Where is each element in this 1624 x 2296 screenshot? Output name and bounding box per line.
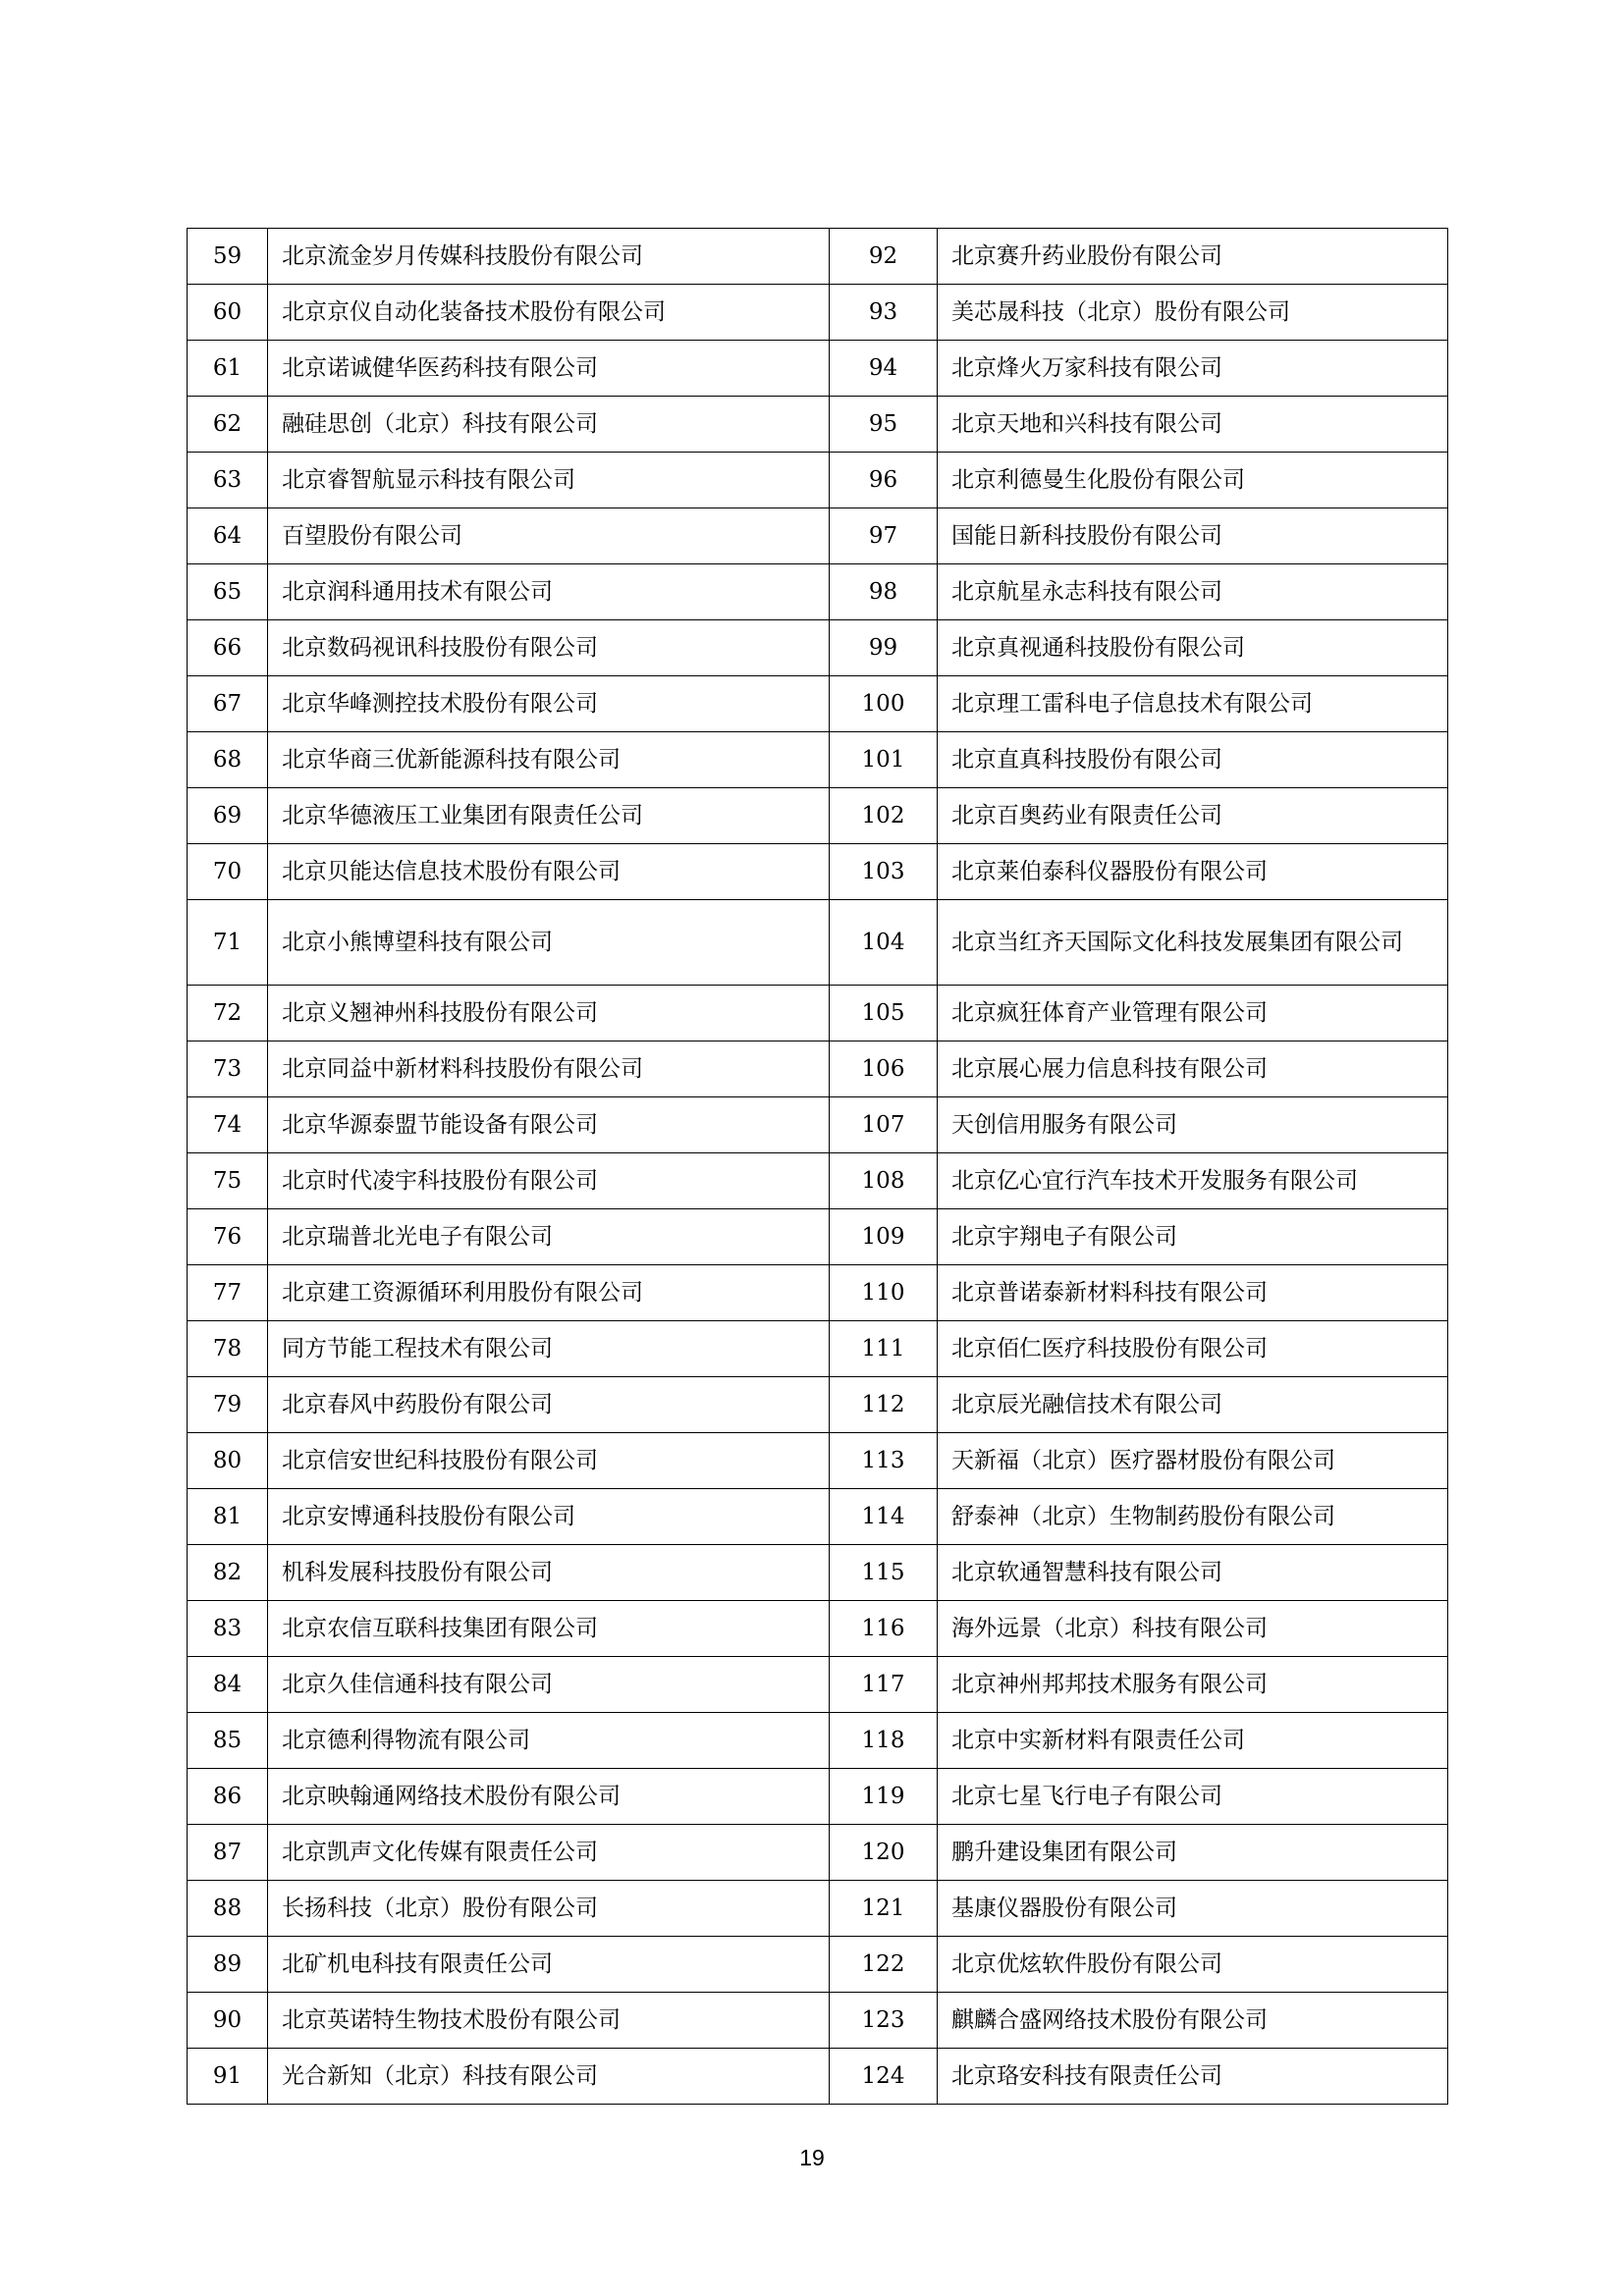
company-name-left: 机科发展科技股份有限公司 — [268, 1545, 830, 1601]
table-row — [188, 1769, 1448, 1825]
company-name-right: 北京赛升药业股份有限公司 — [938, 229, 1448, 285]
row-number-left: 69 — [188, 788, 268, 844]
row-number-right: 95 — [830, 397, 938, 453]
company-name-right: 北京神州邦邦技术服务有限公司 — [938, 1657, 1448, 1713]
row-number-left: 87 — [188, 1825, 268, 1881]
row-number-left: 65 — [188, 564, 268, 620]
company-name-left: 北京久佳信通科技有限公司 — [268, 1657, 830, 1713]
company-name-right: 北京疯狂体育产业管理有限公司 — [938, 986, 1448, 1041]
company-name-right: 舒泰神（北京）生物制药股份有限公司 — [938, 1489, 1448, 1545]
company-name-right: 北京当红齐天国际文化科技发展集团有限公司 — [938, 900, 1448, 986]
row-number-left: 82 — [188, 1545, 268, 1601]
company-name-left: 北京华商三优新能源科技有限公司 — [268, 732, 830, 788]
company-name-left: 北京英诺特生物技术股份有限公司 — [268, 1993, 830, 2049]
page-number: 19 — [799, 2145, 825, 2170]
table-row — [188, 986, 1448, 1041]
row-number-left: 84 — [188, 1657, 268, 1713]
company-name-left: 北京华德液压工业集团有限责任公司 — [268, 788, 830, 844]
company-name-right: 北京展心展力信息科技有限公司 — [938, 1041, 1448, 1097]
company-name-right: 北京百奥药业有限责任公司 — [938, 788, 1448, 844]
company-list-table — [187, 228, 1448, 2105]
row-number-right: 92 — [830, 229, 938, 285]
company-name-right: 国能日新科技股份有限公司 — [938, 508, 1448, 564]
row-number-right: 101 — [830, 732, 938, 788]
row-number-left: 78 — [188, 1321, 268, 1377]
table-row — [188, 1601, 1448, 1657]
row-number-right: 100 — [830, 676, 938, 732]
table-row — [188, 788, 1448, 844]
table-row — [188, 1097, 1448, 1153]
row-number-right: 113 — [830, 1433, 938, 1489]
table-row — [188, 844, 1448, 900]
row-number-right: 109 — [830, 1209, 938, 1265]
company-name-left: 北京华峰测控技术股份有限公司 — [268, 676, 830, 732]
company-name-left: 光合新知（北京）科技有限公司 — [268, 2049, 830, 2105]
row-number-right: 123 — [830, 1993, 938, 2049]
company-name-right: 天创信用服务有限公司 — [938, 1097, 1448, 1153]
row-number-right: 118 — [830, 1713, 938, 1769]
table-row — [188, 564, 1448, 620]
row-number-left: 71 — [188, 900, 268, 986]
row-number-left: 91 — [188, 2049, 268, 2105]
table-row — [188, 453, 1448, 508]
row-number-left: 76 — [188, 1209, 268, 1265]
table-row — [188, 397, 1448, 453]
company-name-left: 同方节能工程技术有限公司 — [268, 1321, 830, 1377]
row-number-left: 85 — [188, 1713, 268, 1769]
company-name-left: 北京德利得物流有限公司 — [268, 1713, 830, 1769]
company-name-left: 北京润科通用技术有限公司 — [268, 564, 830, 620]
company-name-right: 海外远景（北京）科技有限公司 — [938, 1601, 1448, 1657]
row-number-right: 117 — [830, 1657, 938, 1713]
company-name-right: 北京软通智慧科技有限公司 — [938, 1545, 1448, 1601]
company-name-left: 北京春风中药股份有限公司 — [268, 1377, 830, 1433]
row-number-right: 103 — [830, 844, 938, 900]
company-name-right: 北京亿心宜行汽车技术开发服务有限公司 — [938, 1153, 1448, 1209]
table-row — [188, 1545, 1448, 1601]
table-row — [188, 1041, 1448, 1097]
row-number-right: 93 — [830, 285, 938, 341]
table-row — [188, 1713, 1448, 1769]
row-number-right: 114 — [830, 1489, 938, 1545]
row-number-left: 64 — [188, 508, 268, 564]
row-number-left: 90 — [188, 1993, 268, 2049]
row-number-left: 86 — [188, 1769, 268, 1825]
company-name-left: 北京京仪自动化装备技术股份有限公司 — [268, 285, 830, 341]
table-row — [188, 732, 1448, 788]
row-number-right: 99 — [830, 620, 938, 676]
table-row — [188, 1489, 1448, 1545]
company-name-right: 北京七星飞行电子有限公司 — [938, 1769, 1448, 1825]
row-number-right: 116 — [830, 1601, 938, 1657]
table-row — [188, 508, 1448, 564]
table-row — [188, 1153, 1448, 1209]
row-number-right: 124 — [830, 2049, 938, 2105]
company-name-right: 北京莱伯泰科仪器股份有限公司 — [938, 844, 1448, 900]
row-number-left: 67 — [188, 676, 268, 732]
table-row — [188, 1937, 1448, 1993]
company-name-left: 北京诺诚健华医药科技有限公司 — [268, 341, 830, 397]
company-name-left: 北京同益中新材料科技股份有限公司 — [268, 1041, 830, 1097]
row-number-left: 63 — [188, 453, 268, 508]
row-number-right: 106 — [830, 1041, 938, 1097]
company-name-right: 鹏升建设集团有限公司 — [938, 1825, 1448, 1881]
company-name-left: 北京映翰通网络技术股份有限公司 — [268, 1769, 830, 1825]
table-row — [188, 2049, 1448, 2105]
row-number-left: 59 — [188, 229, 268, 285]
row-number-right: 107 — [830, 1097, 938, 1153]
row-number-left: 62 — [188, 397, 268, 453]
company-name-right: 北京天地和兴科技有限公司 — [938, 397, 1448, 453]
row-number-right: 102 — [830, 788, 938, 844]
company-name-right: 北京普诺泰新材料科技有限公司 — [938, 1265, 1448, 1321]
row-number-right: 115 — [830, 1545, 938, 1601]
company-name-right: 北京利德曼生化股份有限公司 — [938, 453, 1448, 508]
row-number-left: 79 — [188, 1377, 268, 1433]
row-number-right: 94 — [830, 341, 938, 397]
row-number-left: 75 — [188, 1153, 268, 1209]
row-number-right: 98 — [830, 564, 938, 620]
company-name-left: 北京信安世纪科技股份有限公司 — [268, 1433, 830, 1489]
row-number-right: 122 — [830, 1937, 938, 1993]
row-number-left: 60 — [188, 285, 268, 341]
row-number-left: 66 — [188, 620, 268, 676]
company-name-left: 北矿机电科技有限责任公司 — [268, 1937, 830, 1993]
company-name-right: 北京珞安科技有限责任公司 — [938, 2049, 1448, 2105]
table-row — [188, 1657, 1448, 1713]
company-name-left: 北京贝能达信息技术股份有限公司 — [268, 844, 830, 900]
row-number-left: 72 — [188, 986, 268, 1041]
row-number-right: 104 — [830, 900, 938, 986]
company-name-left: 北京农信互联科技集团有限公司 — [268, 1601, 830, 1657]
company-name-left: 北京安博通科技股份有限公司 — [268, 1489, 830, 1545]
table-row — [188, 1265, 1448, 1321]
company-name-left: 长扬科技（北京）股份有限公司 — [268, 1881, 830, 1937]
company-name-right: 北京优炫软件股份有限公司 — [938, 1937, 1448, 1993]
company-name-left: 北京数码视讯科技股份有限公司 — [268, 620, 830, 676]
company-name-right: 麒麟合盛网络技术股份有限公司 — [938, 1993, 1448, 2049]
company-name-right: 北京航星永志科技有限公司 — [938, 564, 1448, 620]
company-name-right: 天新福（北京）医疗器材股份有限公司 — [938, 1433, 1448, 1489]
row-number-left: 83 — [188, 1601, 268, 1657]
company-name-left: 北京义翘神州科技股份有限公司 — [268, 986, 830, 1041]
row-number-left: 88 — [188, 1881, 268, 1937]
row-number-right: 105 — [830, 986, 938, 1041]
row-number-right: 121 — [830, 1881, 938, 1937]
row-number-right: 119 — [830, 1769, 938, 1825]
company-name-left: 北京流金岁月传媒科技股份有限公司 — [268, 229, 830, 285]
company-name-left: 北京瑞普北光电子有限公司 — [268, 1209, 830, 1265]
row-number-left: 77 — [188, 1265, 268, 1321]
table-row — [188, 1433, 1448, 1489]
row-number-right: 96 — [830, 453, 938, 508]
company-name-left: 百望股份有限公司 — [268, 508, 830, 564]
table-row — [188, 676, 1448, 732]
company-name-left: 北京时代凌宇科技股份有限公司 — [268, 1153, 830, 1209]
company-name-right: 北京宇翔电子有限公司 — [938, 1209, 1448, 1265]
company-name-left: 北京睿智航显示科技有限公司 — [268, 453, 830, 508]
company-list-body — [188, 229, 1448, 2105]
company-name-right: 北京佰仁医疗科技股份有限公司 — [938, 1321, 1448, 1377]
company-name-right: 北京理工雷科电子信息技术有限公司 — [938, 676, 1448, 732]
row-number-left: 73 — [188, 1041, 268, 1097]
table-row — [188, 285, 1448, 341]
row-number-left: 70 — [188, 844, 268, 900]
row-number-left: 81 — [188, 1489, 268, 1545]
row-number-right: 120 — [830, 1825, 938, 1881]
row-number-left: 89 — [188, 1937, 268, 1993]
row-number-left: 61 — [188, 341, 268, 397]
company-name-left: 融硅思创（北京）科技有限公司 — [268, 397, 830, 453]
company-name-right: 北京直真科技股份有限公司 — [938, 732, 1448, 788]
row-number-right: 108 — [830, 1153, 938, 1209]
table-row — [188, 1377, 1448, 1433]
table-row — [188, 900, 1448, 986]
table-row — [188, 1209, 1448, 1265]
company-name-left: 北京凯声文化传媒有限责任公司 — [268, 1825, 830, 1881]
company-name-left: 北京华源泰盟节能设备有限公司 — [268, 1097, 830, 1153]
table-row — [188, 341, 1448, 397]
table-row — [188, 229, 1448, 285]
company-name-right: 北京烽火万家科技有限公司 — [938, 341, 1448, 397]
row-number-left: 80 — [188, 1433, 268, 1489]
company-name-right: 北京中实新材料有限责任公司 — [938, 1713, 1448, 1769]
company-name-left: 北京小熊博望科技有限公司 — [268, 900, 830, 986]
table-row — [188, 1881, 1448, 1937]
company-name-right: 基康仪器股份有限公司 — [938, 1881, 1448, 1937]
row-number-right: 111 — [830, 1321, 938, 1377]
row-number-right: 97 — [830, 508, 938, 564]
table-row — [188, 620, 1448, 676]
company-name-right: 北京真视通科技股份有限公司 — [938, 620, 1448, 676]
row-number-right: 110 — [830, 1265, 938, 1321]
row-number-left: 68 — [188, 732, 268, 788]
row-number-right: 112 — [830, 1377, 938, 1433]
company-name-left: 北京建工资源循环利用股份有限公司 — [268, 1265, 830, 1321]
company-name-right: 美芯晟科技（北京）股份有限公司 — [938, 285, 1448, 341]
table-row — [188, 1825, 1448, 1881]
row-number-left: 74 — [188, 1097, 268, 1153]
company-name-right: 北京辰光融信技术有限公司 — [938, 1377, 1448, 1433]
table-row — [188, 1321, 1448, 1377]
table-row — [188, 1993, 1448, 2049]
